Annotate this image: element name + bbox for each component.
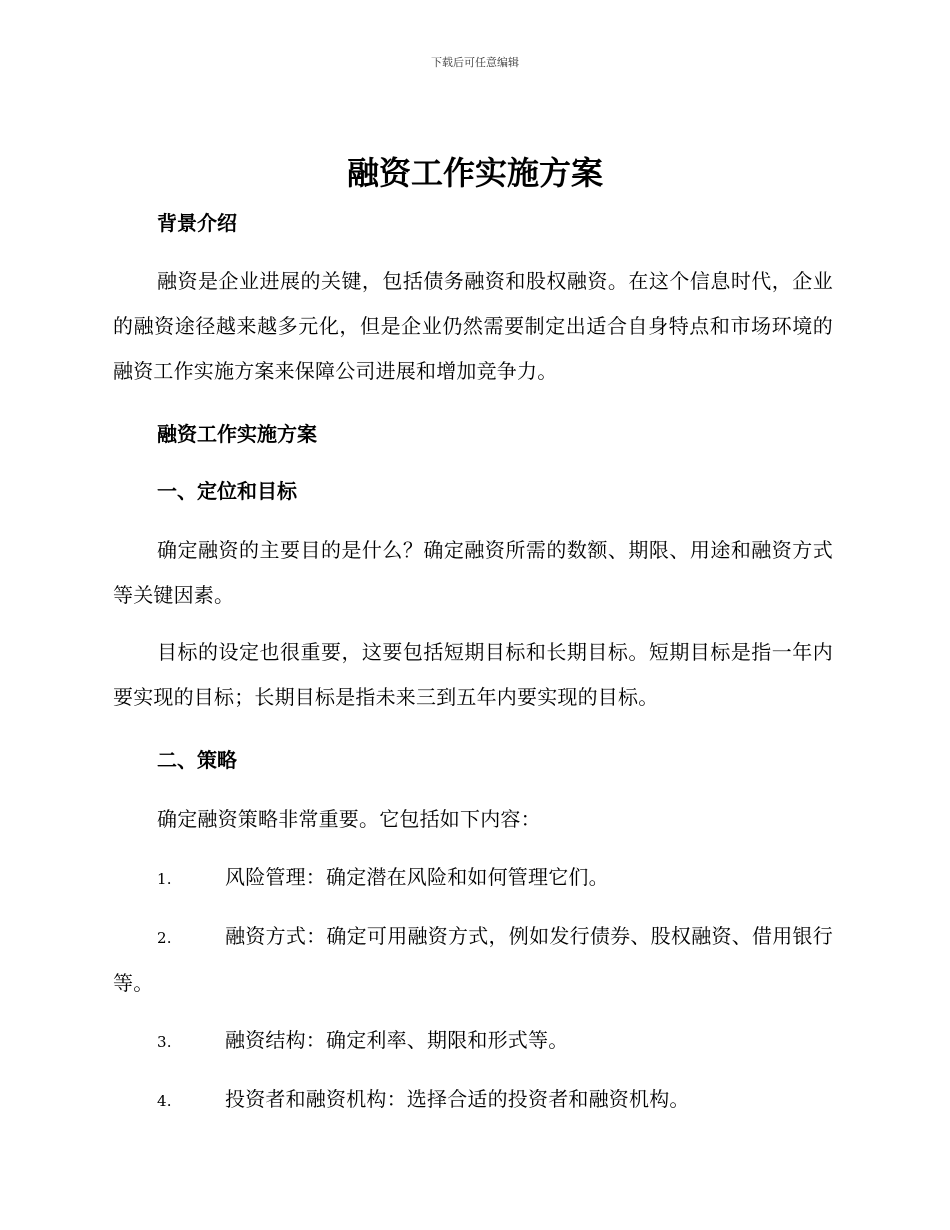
- list-item-text: 融资方式：确定可用融资方式，例如发行债券、股权融资、借用银行等。: [113, 924, 833, 995]
- list-item-number: 3.: [157, 1033, 172, 1051]
- section-heading-strategy: 二、策略: [157, 748, 237, 772]
- section-heading-plan: 融资工作实施方案: [157, 422, 317, 446]
- section-heading-positioning: 一、定位和目标: [157, 479, 297, 503]
- paragraph-background: 融资是企业进展的关键，包括债务融资和股权融资。在这个信息时代，企业的融资途径越来越多元化，但是企业仍然需要制定出适合自身特点和市场环境的融资工作实施方案来保障公司进展和增加竞争力。: [113, 269, 833, 383]
- list-item-number: 2.: [157, 929, 172, 947]
- list-item-text: 风险管理：确定潜在风险和如何管理它们。: [225, 865, 609, 889]
- document-title: 融资工作实施方案: [346, 154, 603, 192]
- list-item-text: 融资结构：确定利率、期限和形式等。: [225, 1028, 569, 1052]
- paragraph-purpose: 确定融资的主要目的是什么？确定融资所需的数额、期限、用途和融资方式等关键因素。: [113, 538, 833, 607]
- list-item: [113, 855, 833, 902]
- paragraph-strategy-intro: 确定融资策略非常重要。它包括如下内容：: [157, 807, 541, 831]
- paragraph-goals: 目标的设定也很重要，这要包括短期目标和长期目标。短期目标是指一年内要实现的目标；长期目标是指未来三到五年内要实现的目标。: [113, 640, 833, 709]
- list-item-text: 投资者和融资机构：选择合适的投资者和融资机构。: [225, 1087, 690, 1111]
- list-item: [113, 1018, 833, 1065]
- header-note: 下载后可任意编辑: [431, 56, 519, 69]
- list-item: [113, 914, 833, 1006]
- list-item-number: 4.: [157, 1092, 172, 1110]
- document-body: [113, 202, 833, 1124]
- list-item: [113, 1077, 833, 1124]
- list-item-number: 1.: [157, 870, 172, 888]
- section-heading-background: 背景介绍: [157, 211, 237, 235]
